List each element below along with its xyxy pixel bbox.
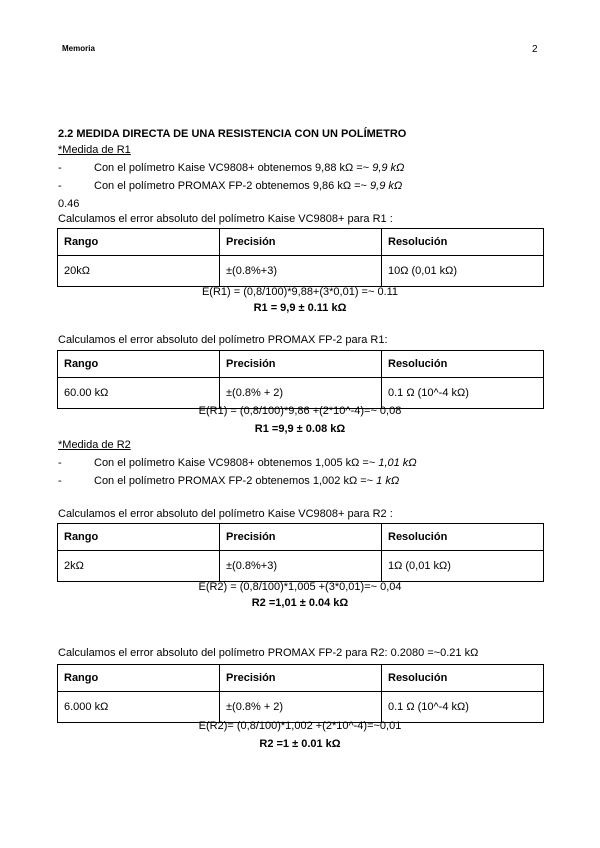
table-r2-promax	[57, 664, 544, 723]
header-resolucion: Resolución	[382, 665, 544, 692]
cell-rango: 2kΩ	[58, 551, 220, 582]
r1-item-promax	[58, 180, 402, 192]
result-r2-kaise: R2 =1,01 ± 0.04 kΩ	[251, 597, 349, 609]
formula-r1-kaise: E(R1) = (0,8/100)*9,88+(3*0,01) =~ 0.11	[201, 286, 399, 298]
section-title: 2.2 MEDIDA DIRECTA DE UNA RESISTENCIA CON UN POLÍMETRO	[58, 128, 407, 140]
cell-precision: ±(0.8% + 2)	[220, 378, 382, 409]
table-row	[58, 692, 544, 723]
item-italic: 1,01 kΩ	[378, 457, 417, 469]
table-r1-promax	[57, 350, 544, 409]
bullet: -	[58, 475, 62, 487]
table-r2-kaise	[57, 523, 544, 582]
header-section: Memoria	[62, 44, 95, 53]
bullet: -	[58, 180, 62, 192]
header-rango: Rango	[58, 229, 220, 256]
table-row	[58, 378, 544, 409]
r1-calc-promax: Calculamos el error absoluto del polímetro PROMAX FP-2 para R1:	[58, 334, 388, 346]
table-header-row	[58, 229, 544, 256]
table-header-row	[58, 524, 544, 551]
header-precision: Precisión	[220, 665, 382, 692]
cell-precision: ±(0.8% + 2)	[220, 692, 382, 723]
formula-r2-kaise: E(R2) = (0,8/100)*1,005 +(3*0,01)=~ 0,04	[198, 581, 402, 593]
item-italic: 9,9 kΩ	[370, 180, 403, 192]
cell-resolucion: 0.1 Ω (10^-4 kΩ)	[382, 692, 544, 723]
header-resolucion: Resolución	[382, 524, 544, 551]
cell-precision: ±(0.8%+3)	[220, 256, 382, 287]
table-row	[58, 551, 544, 582]
r1-heading: *Medida de R1	[58, 144, 131, 156]
r1-calc-kaise: Calculamos el error absoluto del polímetro Kaise VC9808+ para R1 :	[58, 213, 393, 225]
item-text: Con el polímetro PROMAX FP-2 obtenemos 9,86 kΩ =~	[94, 180, 371, 192]
stray-value: 0.46	[58, 198, 80, 210]
cell-rango: 20kΩ	[58, 256, 220, 287]
r1-item-kaise	[58, 162, 404, 174]
bullet: -	[58, 457, 62, 469]
r2-heading: *Medida de R2	[58, 439, 131, 451]
bullet: -	[58, 162, 62, 174]
table-row	[58, 256, 544, 287]
header-rango: Rango	[58, 524, 220, 551]
result-r1-promax: R1 =9,9 ± 0.08 kΩ	[254, 423, 346, 435]
cell-resolucion: 10Ω (0,01 kΩ)	[382, 256, 544, 287]
r2-calc-promax: Calculamos el error absoluto del polímetro PROMAX FP-2 para R2: 0.2080 =~0.21 kΩ	[58, 647, 479, 659]
result-r2-promax: R2 =1 ± 0.01 kΩ	[259, 738, 341, 750]
item-text: Con el polímetro Kaise VC9808+ obtenemos 9,88 kΩ =~	[94, 162, 373, 174]
cell-precision: ±(0.8%+3)	[220, 551, 382, 582]
item-italic: 1 kΩ	[376, 475, 400, 487]
r2-item-promax	[58, 475, 399, 487]
page-number: 2	[532, 44, 538, 55]
r2-calc-kaise: Calculamos el error absoluto del polímetro Kaise VC9808+ para R2 :	[58, 508, 393, 520]
header-precision: Precisión	[220, 229, 382, 256]
item-text: Con el polímetro Kaise VC9808+ obtenemos 1,005 kΩ =~	[94, 457, 379, 469]
header-rango: Rango	[58, 665, 220, 692]
table-header-row	[58, 351, 544, 378]
cell-rango: 6.000 kΩ	[58, 692, 220, 723]
cell-rango: 60.00 kΩ	[58, 378, 220, 409]
item-italic: 9,9 kΩ	[372, 162, 405, 174]
cell-resolucion: 0.1 Ω (10^-4 kΩ)	[382, 378, 544, 409]
header-rango: Rango	[58, 351, 220, 378]
header-precision: Precisión	[220, 524, 382, 551]
cell-resolucion: 1Ω (0,01 kΩ)	[382, 551, 544, 582]
table-header-row	[58, 665, 544, 692]
formula-r2-promax: E(R2)= (0,8/100)*1,002 +(2*10^-4)=~0,01	[198, 720, 402, 732]
formula-r1-promax: E(R1) = (0,8/100)*9,86 +(2*10^-4)=~ 0,08	[198, 405, 402, 417]
table-r1-kaise	[57, 228, 544, 287]
header-resolucion: Resolución	[382, 229, 544, 256]
r2-item-kaise	[58, 457, 417, 469]
result-r1-kaise: R1 = 9,9 ± 0.11 kΩ	[253, 302, 347, 314]
header-resolucion: Resolución	[382, 351, 544, 378]
item-text: Con el polímetro PROMAX FP-2 obtenemos 1,002 kΩ =~	[94, 475, 377, 487]
header-precision: Precisión	[220, 351, 382, 378]
